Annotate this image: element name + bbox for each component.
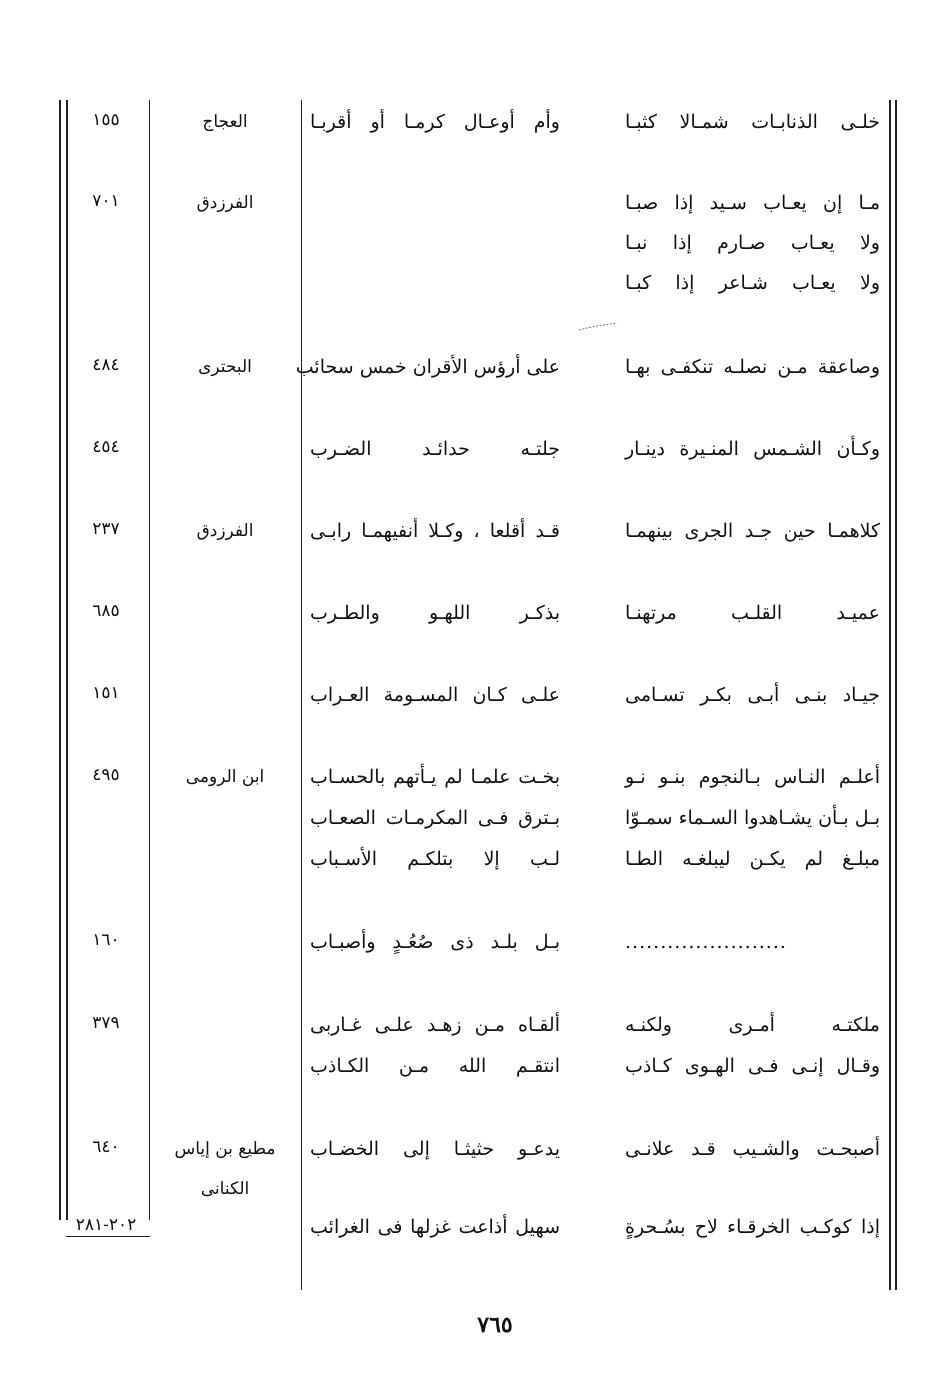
page-reference: ١٦٠: [92, 930, 120, 950]
page-ref-column-bottom-rule: [66, 1236, 150, 1237]
page-reference: ١٥١: [92, 683, 120, 703]
first-hemistich: خلـى الذنابـات شمـالا كثبـا: [625, 111, 880, 133]
poet-name: ابن الرومى: [185, 767, 265, 787]
second-hemistich: انتقـم الله مـن الكـاذب: [310, 1055, 560, 1077]
page-reference: ٤٩٥: [92, 765, 120, 785]
page-reference: ٧٠١: [92, 191, 120, 211]
second-hemistich: قـد أقلعا ، وكـلا أنفيهمـا رابـى: [310, 520, 560, 542]
second-hemistich: بذكـر اللهـو والطـرب: [310, 602, 560, 624]
second-hemistich: بـل بلـد ذى صُعُـدٍ وأصبـاب: [310, 931, 560, 953]
page-reference: ١٥٥: [92, 110, 120, 130]
page-reference: ٤٥٤: [92, 437, 120, 457]
page-number: ٧٦٥: [477, 1312, 513, 1338]
first-hemistich: مـا إن يعـاب سـيد إذا صبـا: [625, 192, 880, 214]
second-hemistich: لـب إلا بتلكـم الأسـباب: [310, 848, 560, 870]
second-hemistich: بـترق فـى المكرمـات الصعـاب: [310, 807, 560, 829]
first-hemistich-ellipsis: .......................: [625, 931, 787, 953]
second-hemistich: يدعـو حثيثـا إلى الخضـاب: [310, 1138, 560, 1160]
column-divider-verses: [301, 100, 302, 1290]
first-hemistich: مبلـغ لم يكـن ليبلغـه الطـا: [625, 848, 880, 870]
first-hemistich: بـل بـأن يشـاهدوا السـماء سمـوّا: [625, 807, 880, 829]
page-reference: ٢٣٧: [92, 519, 120, 539]
page-reference: ٦٤٠: [92, 1137, 120, 1157]
second-hemistich: جلتـه حدائـد الضـرب: [310, 438, 560, 460]
poet-name: العجاج: [202, 112, 248, 132]
first-hemistich: جيـاد بنـى أبـى بكـر تسـامى: [625, 684, 880, 706]
first-hemistich: ملكتـه أمـرى ولكنـه: [625, 1014, 880, 1036]
page-reference: ٣٧٩: [92, 1013, 120, 1033]
poet-name: الفرزدق: [196, 521, 254, 541]
page-reference: ٢٠٢-٢٨١: [75, 1215, 137, 1235]
page-reference: ٦٨٥: [92, 601, 120, 621]
page-reference: ٤٨٤: [92, 355, 120, 375]
second-hemistich: علـى كـان المسـومة العـراب: [310, 684, 560, 706]
right-border-rule-inner: [895, 100, 897, 1290]
first-hemistich: ولا يعـاب صـارم إذا نبـا: [625, 232, 880, 254]
stray-pen-mark: [578, 322, 618, 332]
poet-name: مطيع بن إياس الكنانى: [174, 1139, 276, 1199]
first-hemistich: إذا كوكـب الخرقـاء لاح بسُـحرةٍ: [625, 1216, 880, 1238]
column-divider-poet: [149, 100, 150, 1220]
first-hemistich: وصاعقة مـن نصلـه تنكفـى بهـا: [625, 356, 880, 378]
poet-name: الفرزدق: [196, 193, 254, 213]
second-hemistich: ألقـاه مـن زهـد علـى غـاربى: [310, 1014, 560, 1036]
left-border-rule-outer: [59, 100, 61, 1220]
second-hemistich: وأم أوعـال كرمـا أو أقربـا: [310, 111, 560, 133]
first-hemistich: أصبحـت والشـيب قـد علانـى: [625, 1138, 880, 1160]
second-hemistich: بخـت علمـا لم يـأتهم بالحسـاب: [310, 766, 560, 788]
first-hemistich: عميـد القلـب مرتهنـا: [625, 602, 880, 624]
left-border-rule-inner: [66, 100, 68, 1220]
poet-name: البحترى: [198, 357, 252, 377]
first-hemistich: كلاهمـا حين جـد الجرى بينهمـا: [625, 520, 880, 542]
second-hemistich: على أرؤس الأقران خمس سحائب: [295, 356, 560, 378]
first-hemistich: وقـال إنـى فـى الهـوى كـاذب: [625, 1055, 880, 1077]
first-hemistich: أعلـم النـاس بـالنجوم بنـو نـو: [625, 766, 880, 788]
second-hemistich: سهيل أذاعت غزلها فى الغرائب: [310, 1216, 560, 1238]
first-hemistich: ولا يعـاب شـاعر إذا كبـا: [625, 272, 880, 294]
first-hemistich: وكـأن الشـمس المنـيرة دينـار: [625, 438, 880, 460]
right-border-rule-outer: [889, 100, 891, 1290]
